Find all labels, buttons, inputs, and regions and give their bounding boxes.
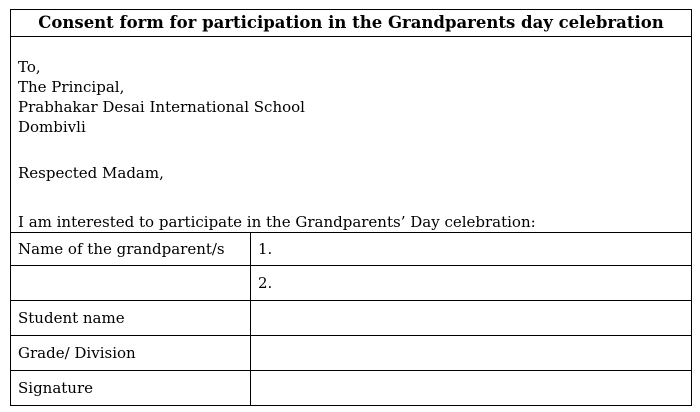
consent-form <box>10 9 692 406</box>
letter-school: Prabhakar Desai International School <box>18 98 305 116</box>
table-row <box>11 336 691 371</box>
table-row <box>11 301 691 336</box>
letter-statement: I am interested to participate in the Grandparents’ Day celebration: <box>18 213 536 231</box>
grandparent-name-field-2[interactable]: 2. <box>258 274 273 292</box>
grandparent-name-field-1[interactable]: 1. <box>258 240 273 258</box>
grandparent-name-label-continued <box>11 266 251 300</box>
letter-city: Dombivli <box>18 118 86 136</box>
grade-division-label: Grade/ Division <box>11 336 251 370</box>
form-title: Consent form for participation in the Grandparents day celebration <box>11 10 691 37</box>
letter-section <box>11 37 691 233</box>
letter-recipient: The Principal, <box>18 78 125 96</box>
table-row <box>11 266 691 301</box>
grade-division-field[interactable] <box>251 336 691 370</box>
table-row <box>11 371 691 405</box>
letter-salutation: Respected Madam, <box>18 164 164 182</box>
grandparent-name-label: Name of the grandparent/s <box>11 233 251 265</box>
letter-to: To, <box>18 58 41 76</box>
table-row <box>11 233 691 266</box>
student-name-field[interactable] <box>251 301 691 335</box>
signature-field[interactable] <box>251 371 691 405</box>
student-name-label: Student name <box>11 301 251 335</box>
signature-label: Signature <box>11 371 251 405</box>
